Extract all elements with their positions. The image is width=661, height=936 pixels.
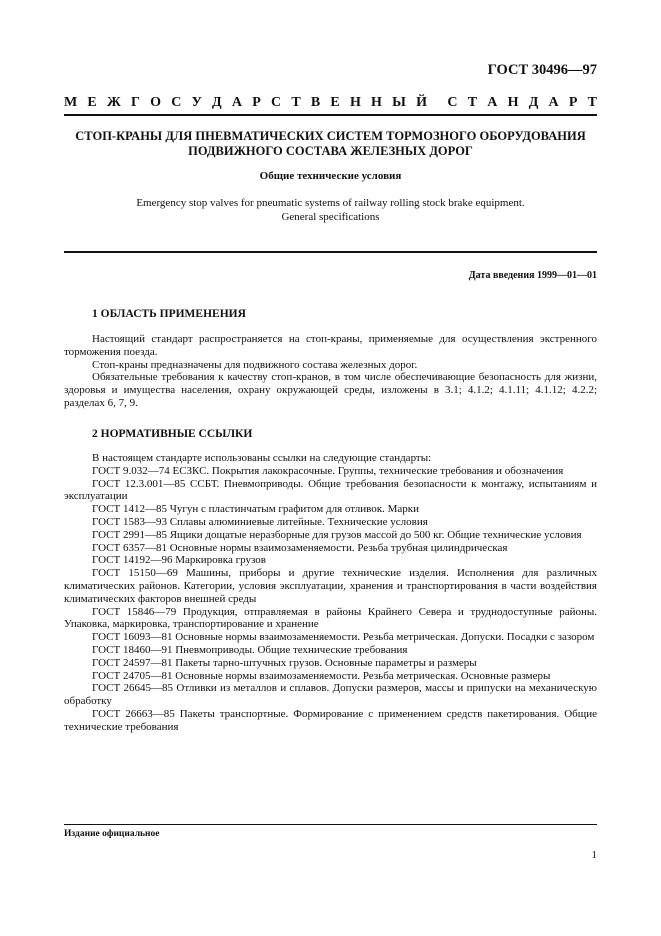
- english-title: [64, 196, 597, 224]
- section-1-heading: 1 ОБЛАСТЬ ПРИМЕНЕНИЯ: [92, 308, 246, 320]
- document-subtitle: Общие технические условия: [259, 170, 402, 182]
- banner-letter: М: [64, 95, 78, 110]
- standard-code: ГОСТ 30496—97: [487, 62, 597, 78]
- banner-letter: Д: [212, 95, 222, 110]
- banner-letter: Т: [291, 95, 301, 110]
- paragraph: Обязательные требования к качеству стоп-кранов, в том числе обеспечивающие безопасность для жизни, здоровья и имущества населения, охрану окружающей среды, изложены в 3.1; 4.1.2; 4.1.11; 4.1.12; 4.2.2; разделах 6, 7, 9.: [64, 371, 597, 409]
- paragraph: ГОСТ 1583—93 Сплавы алюминиевые литейные. Технические условия: [92, 515, 428, 528]
- paragraph: ГОСТ 2991—85 Ящики дощатые неразборные для грузов массой до 500 кг. Общие технические условия: [92, 528, 582, 541]
- title-line-2: ПОДВИЖНОГО СОСТАВА ЖЕЛЕЗНЫХ ДОРОГ: [188, 144, 473, 158]
- paragraph: Стоп-краны предназначены для подвижного состава железных дорог.: [92, 358, 418, 371]
- header-rule: [64, 114, 597, 116]
- paragraph: Настоящий стандарт распространяется на стоп-краны, применяемые для осуществления экстренного торможения поезда.: [64, 333, 597, 358]
- banner-letter: Т: [467, 95, 478, 110]
- paragraph: ГОСТ 24597—81 Пакеты тарно-штучных грузов. Основные параметры и размеры: [92, 656, 477, 669]
- banner-letter: Е: [87, 95, 97, 110]
- section-1-body: [64, 333, 597, 410]
- standard-type-banner: [64, 95, 597, 111]
- banner-letter: Д: [528, 95, 539, 110]
- section-2-body: [64, 452, 597, 734]
- banner-letter: А: [231, 95, 243, 110]
- paragraph: ГОСТ 6357—81 Основные нормы взаимозаменяемости. Резьба трубная цилиндрическая: [92, 541, 508, 554]
- footer-rule: [64, 824, 597, 825]
- banner-letter: А: [487, 95, 498, 110]
- banner-letter: Й: [416, 95, 427, 110]
- edition-label: Издание официальное: [64, 829, 160, 839]
- banner-letter: С: [270, 95, 282, 110]
- title-rule: [64, 251, 597, 253]
- paragraph: ГОСТ 1412—85 Чугун с пластинчатым графитом для отливок. Марки: [92, 503, 419, 516]
- paragraph: ГОСТ 14192—96 Маркировка грузов: [92, 554, 266, 567]
- english-title-line-1: Emergency stop valves for pneumatic systems of railway rolling stock brake equipment.: [136, 197, 525, 209]
- banner-letter: С: [171, 95, 182, 110]
- paragraph: ГОСТ 16093—81 Основные нормы взаимозаменяемости. Резьба метрическая. Допуски. Посадки с зазором: [92, 631, 595, 644]
- paragraph: ГОСТ 26663—85 Пакеты транспортные. Формирование с применением средств пакетирования. Общие технические требования: [64, 707, 597, 733]
- title-line-1: СТОП-КРАНЫ ДЛЯ ПНЕВМАТИЧЕСКИХ СИСТЕМ ТОРМОЗНОГО ОБОРУДОВАНИЯ: [75, 129, 586, 143]
- paragraph: В настоящем стандарте использованы ссылки на следующие стандарты:: [92, 452, 432, 464]
- banner-letter: А: [548, 95, 559, 110]
- banner-letter: У: [191, 95, 202, 110]
- banner-letter: В: [310, 95, 321, 110]
- paragraph: ГОСТ 12.3.001—85 ССБТ. Пневмоприводы. Общие требования безопасности к монтажу, испытаниям и эксплуатации: [64, 477, 597, 503]
- document-title: [64, 129, 597, 159]
- english-title-line-2: General specifications: [281, 211, 380, 223]
- banner-letter: Г: [131, 95, 140, 110]
- banner-letter: Н: [349, 95, 361, 110]
- banner-letter: Ж: [106, 95, 121, 110]
- paragraph: ГОСТ 18460—91 Пневмоприводы. Общие технические требования: [92, 643, 408, 656]
- banner-letter: Р: [252, 95, 261, 110]
- banner-letter: Е: [330, 95, 340, 110]
- paragraph: ГОСТ 15846—79 Продукция, отправляемая в районы Крайнего Севера и труднодоступные районы. Упаковка, маркировка, транспортирование и хранение: [64, 605, 597, 631]
- paragraph: ГОСТ 9.032—74 ЕСЗКС. Покрытия лакокрасочные. Группы, технические требования и обозначения: [92, 464, 564, 477]
- banner-letter: Ы: [392, 95, 406, 110]
- paragraph: ГОСТ 15150—69 Машины, приборы и другие технические изделия. Исполнения для различных климатических районов. Категории, условия эксплуатации, хранения и транспортирования в части воздействия климатических факторов внешней среды: [64, 567, 597, 605]
- paragraph: ГОСТ 24705—81 Основные нормы взаимозаменяемости. Резьба метрическая. Основные размеры: [92, 669, 551, 682]
- page-number: 1: [591, 849, 597, 861]
- banner-letter: Р: [568, 95, 578, 110]
- section-2-heading: 2 НОРМАТИВНЫЕ ССЫЛКИ: [92, 428, 253, 440]
- banner-letter: Т: [587, 95, 597, 110]
- banner-letter: О: [150, 95, 162, 110]
- banner-letter: Н: [371, 95, 382, 110]
- banner-letter: С: [447, 95, 458, 110]
- paragraph: ГОСТ 26645—85 Отливки из металлов и сплавов. Допуски размеров, массы и припуски на механическую обработку: [64, 682, 597, 708]
- banner-letter: Н: [507, 95, 519, 110]
- effective-date: Дата введения 1999—01—01: [468, 270, 597, 281]
